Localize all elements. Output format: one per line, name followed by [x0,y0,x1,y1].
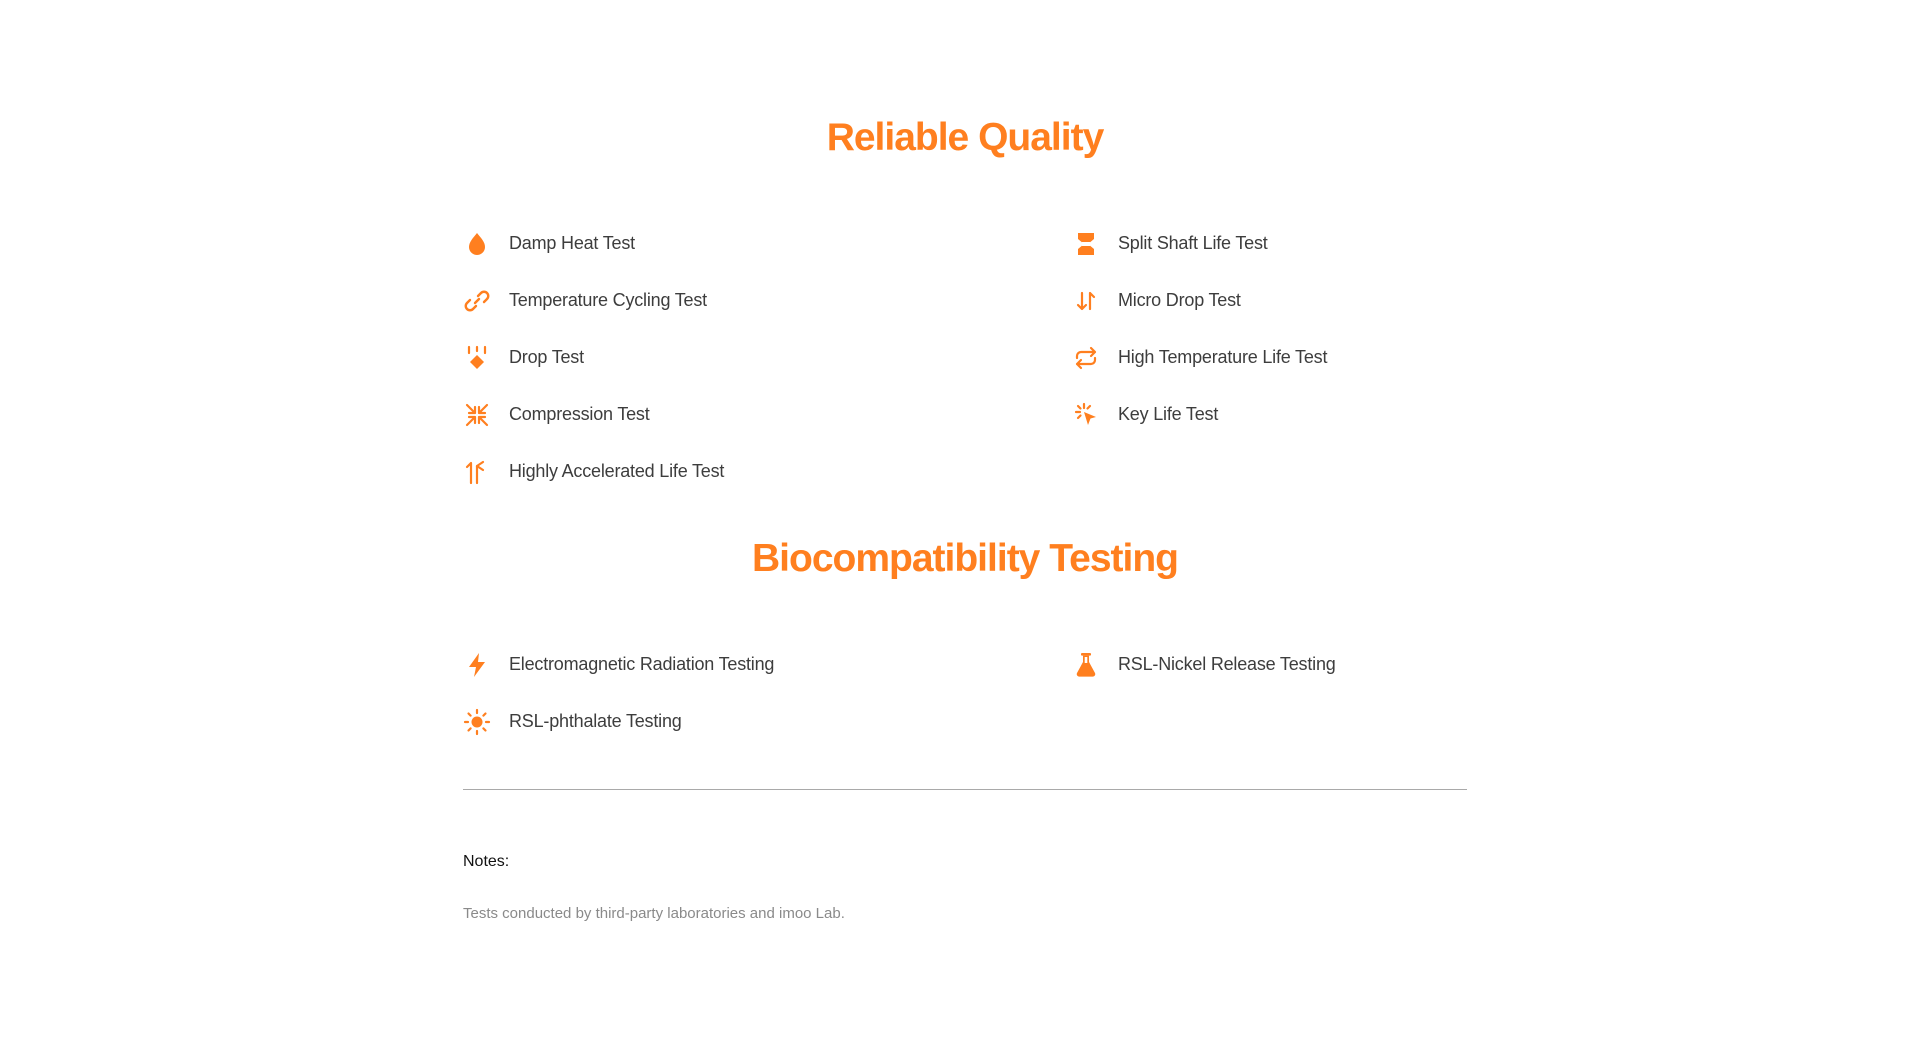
item-label: RSL-phthalate Testing [509,711,682,731]
compress-arrows-icon [463,401,491,429]
list-item [463,272,1072,329]
item-label: Drop Test [509,347,584,367]
biocompatibility-title: Biocompatibility Testing [752,537,1178,580]
list-item [463,636,1072,693]
water-drop-icon [463,230,491,258]
item-label: Micro Drop Test [1118,290,1241,310]
list-item [463,329,1072,386]
list-item [463,386,1072,443]
list-item [1072,272,1467,329]
list-item [463,215,1072,272]
hourglass-icon [1072,230,1100,258]
item-label: Electromagnetic Radiation Testing [509,654,775,674]
list-item [463,693,1072,750]
biocompatibility-list [463,636,1467,750]
notes-text: Tests conducted by third-party laboratories and imoo Lab. [463,905,845,922]
item-label: Split Shaft Life Test [1118,233,1268,253]
accelerate-arrows-icon [463,458,491,486]
item-label: Compression Test [509,404,650,424]
sun-icon [463,708,491,736]
item-label: Key Life Test [1118,404,1219,424]
list-item [1072,636,1467,693]
list-item [1072,215,1467,272]
list-item [1072,386,1467,443]
item-label: Damp Heat Test [509,233,635,253]
link-icon [463,287,491,315]
item-label: RSL-Nickel Release Testing [1118,654,1336,674]
notes-title: Notes: [463,853,510,870]
list-item [1072,329,1467,386]
repeat-icon [1072,344,1100,372]
item-label: Temperature Cycling Test [509,290,707,310]
divider [463,789,1467,790]
item-label: Highly Accelerated Life Test [509,461,725,481]
arrows-up-down-icon [1072,287,1100,315]
lightning-icon [463,651,491,679]
reliable-quality-list [463,215,1467,500]
item-label: High Temperature Life Test [1118,347,1328,367]
click-pointer-icon [1072,401,1100,429]
falling-object-icon [463,344,491,372]
reliable-quality-title: Reliable Quality [826,116,1104,159]
flask-icon [1072,651,1100,679]
list-item [463,443,1072,500]
